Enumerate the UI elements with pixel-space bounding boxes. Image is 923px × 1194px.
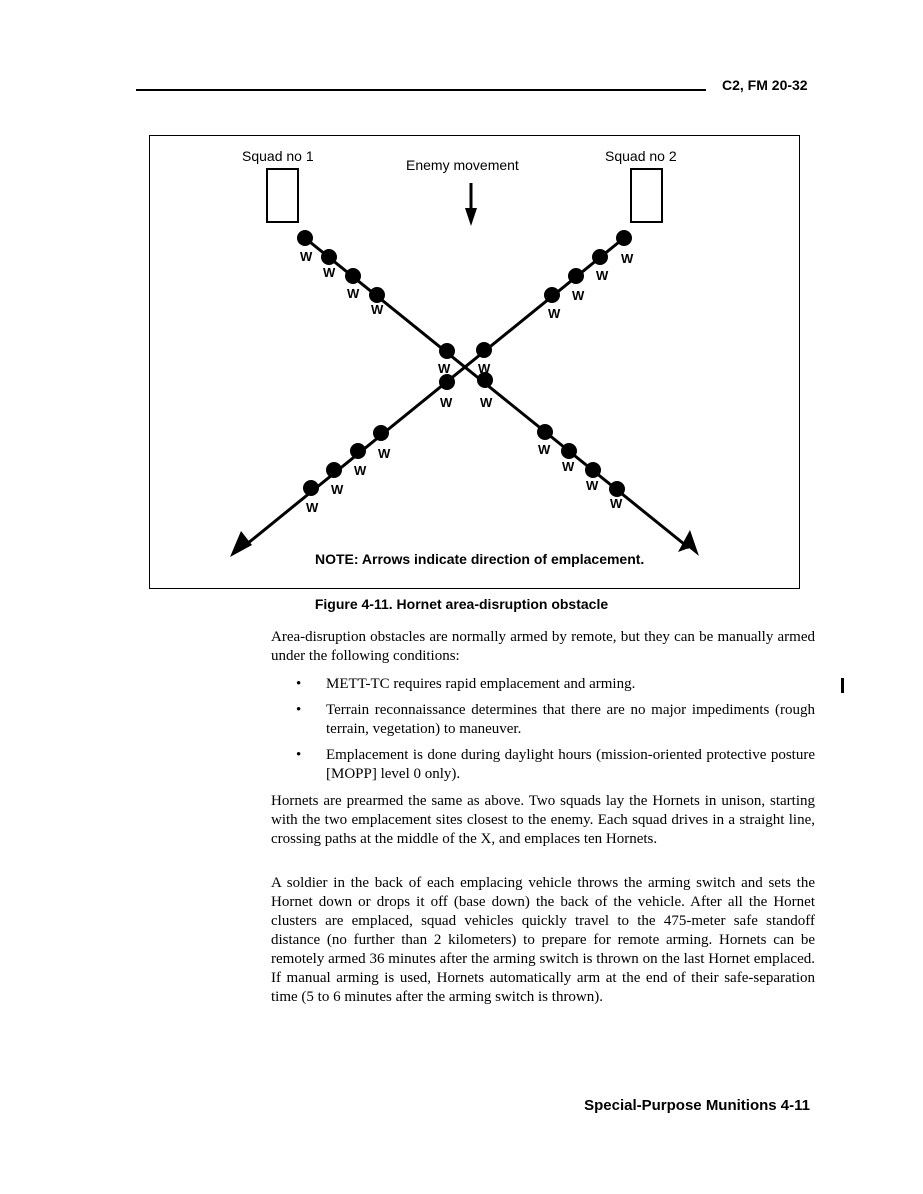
hornet-mine-marker — [616, 230, 632, 246]
mine-label: W — [306, 500, 319, 515]
hornet-mine-marker — [537, 424, 553, 440]
mine-label: W — [478, 361, 491, 376]
hornet-mine-marker — [568, 268, 584, 284]
change-bar — [841, 678, 844, 693]
bullet-dot: • — [296, 702, 302, 718]
mine-label: W — [354, 463, 367, 478]
bullet-item — [296, 675, 815, 694]
mine-label: W — [480, 395, 493, 410]
hornet-mine-marker — [439, 374, 455, 390]
squad1-label: Squad no 1 — [242, 148, 314, 164]
bullet-item — [296, 746, 815, 784]
footer-page-label: Special-Purpose Munitions 4-11 — [584, 1097, 810, 1114]
header-doc-id: C2, FM 20-32 — [722, 77, 808, 93]
hornet-mine-marker — [609, 481, 625, 497]
mine-label: W — [621, 251, 634, 266]
squad1-emplacement-line — [305, 238, 689, 548]
hornet-mine-marker — [373, 425, 389, 441]
squad2-label: Squad no 2 — [605, 148, 677, 164]
bullet-item — [296, 701, 815, 739]
mine-label: W — [347, 286, 360, 301]
mine-label: W — [438, 361, 451, 376]
hornet-mine-marker — [321, 249, 337, 265]
squad2-emplacement-line — [242, 238, 624, 548]
hornet-mine-marker — [297, 230, 313, 246]
bullet-dot: • — [296, 676, 302, 692]
hornet-diagram — [150, 136, 801, 590]
figure-note: NOTE: Arrows indicate direction of emplacement. — [315, 551, 645, 567]
mine-label: W — [562, 459, 575, 474]
hornet-mine-marker — [369, 287, 385, 303]
mine-label: W — [548, 306, 561, 321]
mine-label: W — [586, 478, 599, 493]
hornet-mine-marker — [303, 480, 319, 496]
bullet-dot: • — [296, 747, 302, 763]
mine-label: W — [331, 482, 344, 497]
mine-label: W — [371, 302, 384, 317]
enemy-movement-arrowhead — [465, 208, 477, 226]
hornet-mine-marker — [561, 443, 577, 459]
hornet-mine-marker — [345, 268, 361, 284]
intro-paragraph: Area-disruption obstacles are normally armed by remote, but they can be manually armed under the following conditions: — [271, 629, 815, 664]
header-rule — [136, 89, 706, 91]
hornet-mine-marker — [326, 462, 342, 478]
mine-label: W — [440, 395, 453, 410]
mine-label: W — [538, 442, 551, 457]
squad2-emplacement-arrowhead — [230, 531, 252, 557]
body-paragraph-3: A soldier in the back of each emplacing vehicle throws the arming switch and sets the Hornet down or drops it off (base down) the back of the vehicle. After all the Hornet clusters are emplaced, squad vehicles quickly travel to the 475-meter safe standoff distance (no further than 2 kilometers) to prepare for remote arming. Hornets can be remotely armed 36 minutes after the arming switch is thrown on the last Hornet emplaced. If manual arming is used, Hornets automatically arm at the end of their safe-separation time (5 to 6 minutes after the arming switch is thrown). — [271, 875, 815, 1005]
squad1-vehicle-box — [267, 169, 298, 222]
hornet-mine-marker — [585, 462, 601, 478]
hornet-mine-marker — [439, 343, 455, 359]
figure-box — [149, 135, 800, 589]
hornet-mine-marker — [350, 443, 366, 459]
bullet-text: Terrain reconnaissance determines that there are no major impediments (rough terrain, vegetation) to maneuver. — [326, 702, 815, 737]
hornet-mine-marker — [544, 287, 560, 303]
mine-label: W — [378, 446, 391, 461]
bullet-text: METT-TC requires rapid emplacement and arming. — [326, 676, 636, 692]
bullet-text: Emplacement is done during daylight hours (mission-oriented protective posture [MOPP] level 0 only). — [326, 747, 815, 782]
mine-label: W — [300, 249, 313, 264]
mine-label: W — [323, 265, 336, 280]
mine-label: W — [596, 268, 609, 283]
squad2-vehicle-box — [631, 169, 662, 222]
body-paragraph-2: Hornets are prearmed the same as above. Two squads lay the Hornets in unison, starting with the two emplacement sites closest to the enemy. Each squad drives in a straight line, crossing paths at the middle of the X, and emplaces ten Hornets. — [271, 793, 815, 847]
enemy-movement-label: Enemy movement — [406, 157, 519, 173]
mine-label: W — [572, 288, 585, 303]
figure-caption: Figure 4-11. Hornet area-disruption obstacle — [314, 596, 609, 612]
hornet-mine-marker — [476, 342, 492, 358]
mine-labels — [300, 249, 634, 515]
hornet-mine-marker — [592, 249, 608, 265]
mine-label: W — [610, 496, 623, 511]
